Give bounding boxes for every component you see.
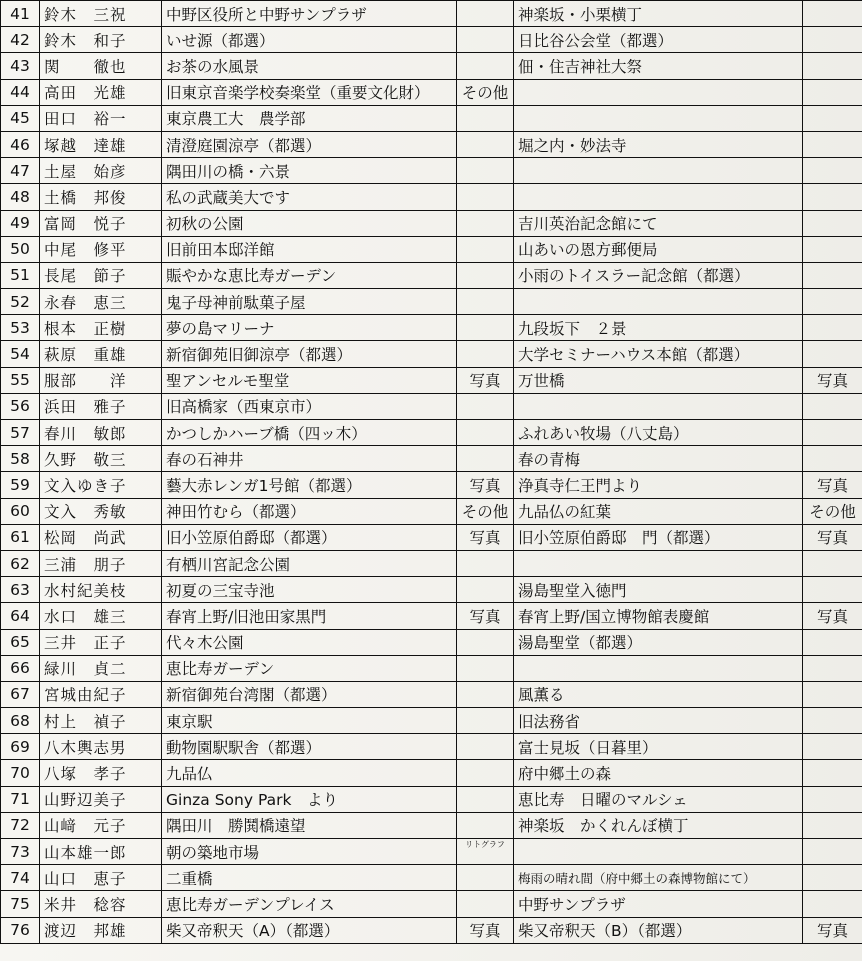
work-category-1 (457, 655, 514, 681)
table-row (1, 367, 862, 393)
table-row (1, 655, 862, 681)
entry-number: 42 (1, 27, 40, 53)
work-category-2 (803, 812, 862, 838)
work-category-2 (803, 27, 862, 53)
work-title-1: 隅田川 勝鬨橋遠望 (162, 812, 457, 838)
work-title-1: 初夏の三宝寺池 (162, 577, 457, 603)
work-category-2: 写真 (803, 472, 862, 498)
work-category-2: 写真 (803, 917, 862, 943)
artist-name: 文入ゆき子 (40, 472, 162, 498)
work-title-1: 旧小笠原伯爵邸（都選） (162, 524, 457, 550)
entry-number: 64 (1, 603, 40, 629)
work-title-1: 朝の築地市場 (162, 839, 457, 865)
table-row (1, 446, 862, 472)
work-title-2 (514, 839, 803, 865)
work-category-2 (803, 53, 862, 79)
table-row (1, 341, 862, 367)
table-row (1, 262, 862, 288)
artist-name: 松岡 尚武 (40, 524, 162, 550)
work-title-1: 聖アンセルモ聖堂 (162, 367, 457, 393)
artist-name: 緑川 貞二 (40, 655, 162, 681)
work-title-1: 春宵上野/旧池田家黒門 (162, 603, 457, 629)
entry-number: 50 (1, 236, 40, 262)
entry-number: 73 (1, 839, 40, 865)
work-title-2: 梅雨の晴れ間（府中郷土の森博物館にて） (514, 865, 803, 891)
work-category-1: リトグラフ (457, 839, 514, 865)
work-category-1 (457, 289, 514, 315)
roster-body (1, 1, 862, 944)
entry-number: 47 (1, 158, 40, 184)
table-row (1, 786, 862, 812)
work-category-1 (457, 812, 514, 838)
table-row (1, 420, 862, 446)
work-title-2: 堀之内・妙法寺 (514, 131, 803, 157)
artist-name: 鈴木 和子 (40, 27, 162, 53)
table-row (1, 131, 862, 157)
entry-number: 54 (1, 341, 40, 367)
work-category-1 (457, 734, 514, 760)
entry-number: 70 (1, 760, 40, 786)
work-title-1: 新宿御苑旧御涼亭（都選） (162, 341, 457, 367)
work-title-1: 藝大赤レンガ1号館（都選） (162, 472, 457, 498)
work-title-1: 有栖川宮記念公園 (162, 550, 457, 576)
work-category-1 (457, 446, 514, 472)
work-category-2 (803, 734, 862, 760)
artist-name: 土橋 邦俊 (40, 184, 162, 210)
work-category-1 (457, 210, 514, 236)
work-title-2: 湯島聖堂（都選） (514, 629, 803, 655)
work-category-1: 写真 (457, 524, 514, 550)
table-row (1, 891, 862, 917)
entry-number: 61 (1, 524, 40, 550)
work-title-1: Ginza Sony Park より (162, 786, 457, 812)
work-category-2: 写真 (803, 603, 862, 629)
table-row (1, 53, 862, 79)
table-row (1, 393, 862, 419)
work-category-1 (457, 131, 514, 157)
work-title-1: 賑やかな恵比寿ガーデン (162, 262, 457, 288)
table-row (1, 708, 862, 734)
artist-name: 山本雄一郎 (40, 839, 162, 865)
work-category-2 (803, 131, 862, 157)
work-category-2: その他 (803, 498, 862, 524)
artist-name: 浜田 雅子 (40, 393, 162, 419)
work-title-2: 恵比寿 日曜のマルシェ (514, 786, 803, 812)
work-category-1 (457, 1, 514, 27)
work-category-2 (803, 262, 862, 288)
table-row (1, 603, 862, 629)
work-category-2 (803, 891, 862, 917)
work-category-1 (457, 262, 514, 288)
artist-name: 根本 正樹 (40, 315, 162, 341)
work-title-2: 山あいの恩方郵便局 (514, 236, 803, 262)
entry-number: 76 (1, 917, 40, 943)
work-category-2 (803, 289, 862, 315)
work-category-2 (803, 1, 862, 27)
artist-name: 水口 雄三 (40, 603, 162, 629)
work-title-2: 吉川英治記念館にて (514, 210, 803, 236)
work-title-2: 浄真寺仁王門より (514, 472, 803, 498)
work-title-1: 春の石神井 (162, 446, 457, 472)
entry-number: 44 (1, 79, 40, 105)
entry-number: 53 (1, 315, 40, 341)
table-row (1, 577, 862, 603)
work-category-2 (803, 446, 862, 472)
work-category-1 (457, 550, 514, 576)
artist-name: 永春 恵三 (40, 289, 162, 315)
work-category-2 (803, 655, 862, 681)
artist-name: 土屋 始彦 (40, 158, 162, 184)
entry-number: 75 (1, 891, 40, 917)
work-category-1 (457, 865, 514, 891)
artist-name: 宮城由紀子 (40, 681, 162, 707)
artist-name: 八木輿志男 (40, 734, 162, 760)
artist-name: 山口 恵子 (40, 865, 162, 891)
work-title-1: 中野区役所と中野サンプラザ (162, 1, 457, 27)
work-title-2: 府中郷土の森 (514, 760, 803, 786)
work-category-2 (803, 786, 862, 812)
work-category-1 (457, 393, 514, 419)
work-title-1: 柴又帝釈天（A）（都選） (162, 917, 457, 943)
work-title-2 (514, 550, 803, 576)
work-title-2 (514, 289, 803, 315)
work-title-1: 旧前田本邸洋館 (162, 236, 457, 262)
work-category-1: その他 (457, 79, 514, 105)
artist-name: 塚越 達雄 (40, 131, 162, 157)
work-title-1: 清澄庭園涼亭（都選） (162, 131, 457, 157)
work-title-1: 神田竹むら（都選） (162, 498, 457, 524)
table-row (1, 1, 862, 27)
table-row (1, 629, 862, 655)
entry-number: 48 (1, 184, 40, 210)
work-title-2 (514, 655, 803, 681)
work-category-2 (803, 184, 862, 210)
work-title-2: 中野サンプラザ (514, 891, 803, 917)
work-category-1: その他 (457, 498, 514, 524)
work-title-1: お茶の水風景 (162, 53, 457, 79)
artist-name: 村上 禎子 (40, 708, 162, 734)
table-row (1, 27, 862, 53)
work-category-1 (457, 105, 514, 131)
entry-number: 68 (1, 708, 40, 734)
artist-name: 山﨑 元子 (40, 812, 162, 838)
table-row (1, 524, 862, 550)
work-title-1: 東京農工大 農学部 (162, 105, 457, 131)
work-title-2: 湯島聖堂入徳門 (514, 577, 803, 603)
work-title-2: 佃・住吉神社大祭 (514, 53, 803, 79)
artist-name: 米井 稔容 (40, 891, 162, 917)
table-row (1, 498, 862, 524)
work-title-1: 恵比寿ガーデン (162, 655, 457, 681)
table-row (1, 734, 862, 760)
work-category-2 (803, 839, 862, 865)
work-title-2 (514, 184, 803, 210)
work-category-1 (457, 315, 514, 341)
work-category-2 (803, 577, 862, 603)
work-title-2: 大学セミナーハウス本館（都選） (514, 341, 803, 367)
work-category-1 (457, 184, 514, 210)
artist-name: 田口 裕一 (40, 105, 162, 131)
work-title-2 (514, 158, 803, 184)
table-row (1, 79, 862, 105)
work-category-2: 写真 (803, 367, 862, 393)
work-category-1 (457, 760, 514, 786)
work-title-2: ふれあい牧場（八丈島） (514, 420, 803, 446)
work-category-1: 写真 (457, 472, 514, 498)
artist-name: 八塚 孝子 (40, 760, 162, 786)
table-row (1, 681, 862, 707)
work-title-1: 旧東京音楽学校奏楽堂（重要文化財） (162, 79, 457, 105)
work-title-2: 春宵上野/国立博物館表慶館 (514, 603, 803, 629)
artist-name: 富岡 悦子 (40, 210, 162, 236)
artist-name: 水村紀美枝 (40, 577, 162, 603)
artist-name: 渡辺 邦雄 (40, 917, 162, 943)
artist-name: 鈴木 三祝 (40, 1, 162, 27)
work-title-2 (514, 79, 803, 105)
work-category-1 (457, 236, 514, 262)
artist-name: 春川 敏郎 (40, 420, 162, 446)
work-title-2: 九段坂下 ２景 (514, 315, 803, 341)
work-title-2: 万世橋 (514, 367, 803, 393)
work-category-2 (803, 105, 862, 131)
artist-name: 関 徹也 (40, 53, 162, 79)
work-title-2: 風薫る (514, 681, 803, 707)
work-title-1: 恵比寿ガーデンプレイス (162, 891, 457, 917)
work-category-1: 写真 (457, 603, 514, 629)
table-row (1, 839, 862, 865)
work-title-2: 旧小笠原伯爵邸 門（都選） (514, 524, 803, 550)
work-category-1: 写真 (457, 917, 514, 943)
work-title-1: 九品仏 (162, 760, 457, 786)
work-category-2 (803, 708, 862, 734)
work-title-2: 柴又帝釈天（B）（都選） (514, 917, 803, 943)
work-title-2: 日比谷公会堂（都選） (514, 27, 803, 53)
work-category-1 (457, 158, 514, 184)
work-title-2: 小雨のトイスラー記念館（都選） (514, 262, 803, 288)
work-category-1: 写真 (457, 367, 514, 393)
artist-name: 服部 洋 (40, 367, 162, 393)
work-title-1: かつしかハーブ橋（四ッ木） (162, 420, 457, 446)
table-row (1, 289, 862, 315)
work-category-1 (457, 27, 514, 53)
table-row (1, 812, 862, 838)
entry-number: 67 (1, 681, 40, 707)
work-title-2 (514, 105, 803, 131)
entry-number: 56 (1, 393, 40, 419)
work-title-2: 九品仏の紅葉 (514, 498, 803, 524)
entry-number: 66 (1, 655, 40, 681)
entry-number: 62 (1, 550, 40, 576)
work-title-1: 私の武蔵美大です (162, 184, 457, 210)
entry-number: 74 (1, 865, 40, 891)
entry-number: 72 (1, 812, 40, 838)
work-title-1: 動物園駅駅舎（都選） (162, 734, 457, 760)
entry-number: 63 (1, 577, 40, 603)
artist-name: 高田 光雄 (40, 79, 162, 105)
work-category-2 (803, 393, 862, 419)
work-category-2 (803, 341, 862, 367)
entry-number: 57 (1, 420, 40, 446)
table-row (1, 865, 862, 891)
work-title-2: 旧法務省 (514, 708, 803, 734)
work-category-1 (457, 708, 514, 734)
work-category-2: 写真 (803, 524, 862, 550)
entry-number: 65 (1, 629, 40, 655)
table-row (1, 105, 862, 131)
work-title-1: 夢の島マリーナ (162, 315, 457, 341)
entry-number: 60 (1, 498, 40, 524)
work-category-2 (803, 79, 862, 105)
entry-number: 45 (1, 105, 40, 131)
work-category-1 (457, 420, 514, 446)
entry-number: 51 (1, 262, 40, 288)
entry-number: 71 (1, 786, 40, 812)
work-category-1 (457, 629, 514, 655)
table-row (1, 550, 862, 576)
work-title-1: 旧高橋家（西東京市） (162, 393, 457, 419)
table-row (1, 760, 862, 786)
work-title-2: 春の青梅 (514, 446, 803, 472)
table-row (1, 472, 862, 498)
work-title-1: 初秋の公園 (162, 210, 457, 236)
work-category-2 (803, 681, 862, 707)
work-category-2 (803, 158, 862, 184)
work-title-1: いせ源（都選） (162, 27, 457, 53)
work-title-1: 隅田川の橋・六景 (162, 158, 457, 184)
entry-number: 41 (1, 1, 40, 27)
work-category-1 (457, 53, 514, 79)
work-category-1 (457, 341, 514, 367)
entry-number: 55 (1, 367, 40, 393)
entry-number: 52 (1, 289, 40, 315)
artist-name: 中尾 修平 (40, 236, 162, 262)
table-row (1, 917, 862, 943)
work-title-1: 新宿御苑台湾閣（都選） (162, 681, 457, 707)
work-category-1 (457, 681, 514, 707)
work-category-2 (803, 629, 862, 655)
table-row (1, 210, 862, 236)
work-category-2 (803, 550, 862, 576)
entry-number: 49 (1, 210, 40, 236)
work-category-2 (803, 236, 862, 262)
work-title-1: 二重橋 (162, 865, 457, 891)
artist-name: 文入 秀敏 (40, 498, 162, 524)
entry-number: 43 (1, 53, 40, 79)
artist-name: 三井 正子 (40, 629, 162, 655)
table-row (1, 315, 862, 341)
work-title-1: 鬼子母神前駄菓子屋 (162, 289, 457, 315)
entry-number: 46 (1, 131, 40, 157)
work-title-2: 富士見坂（日暮里） (514, 734, 803, 760)
artist-name: 山野辺美子 (40, 786, 162, 812)
work-category-1 (457, 891, 514, 917)
work-category-1 (457, 786, 514, 812)
entry-number: 69 (1, 734, 40, 760)
artist-name: 萩原 重雄 (40, 341, 162, 367)
work-title-1: 東京駅 (162, 708, 457, 734)
work-title-2: 神楽坂 かくれんぼ横丁 (514, 812, 803, 838)
work-title-2: 神楽坂・小栗横丁 (514, 1, 803, 27)
work-category-2 (803, 760, 862, 786)
table-row (1, 236, 862, 262)
work-title-1: 代々木公園 (162, 629, 457, 655)
entry-number: 58 (1, 446, 40, 472)
work-category-2 (803, 420, 862, 446)
table-row (1, 158, 862, 184)
table-row (1, 184, 862, 210)
artist-name: 久野 敬三 (40, 446, 162, 472)
work-category-2 (803, 210, 862, 236)
work-title-2 (514, 393, 803, 419)
work-category-2 (803, 315, 862, 341)
entry-number: 59 (1, 472, 40, 498)
artist-name: 三浦 朋子 (40, 550, 162, 576)
artist-name: 長尾 節子 (40, 262, 162, 288)
work-category-2 (803, 865, 862, 891)
work-category-1 (457, 577, 514, 603)
